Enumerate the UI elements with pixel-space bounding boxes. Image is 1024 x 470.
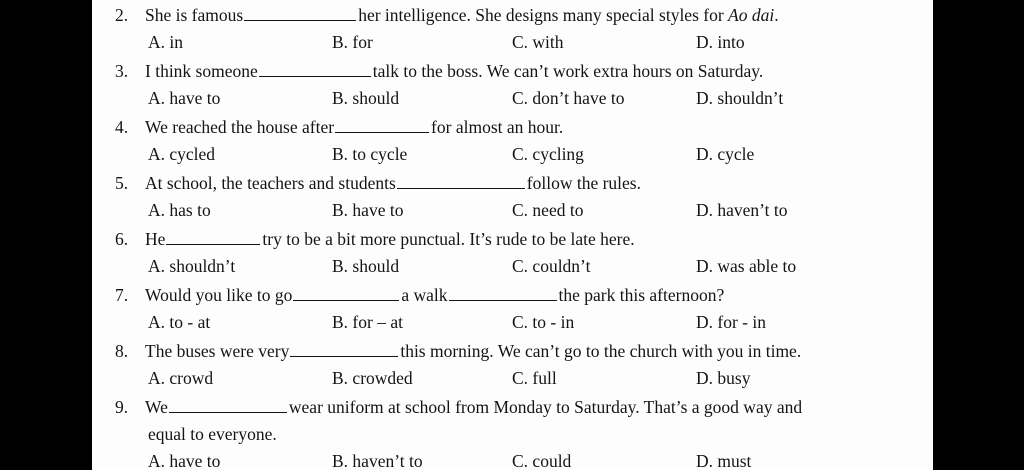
- option-b[interactable]: B. for: [332, 32, 373, 52]
- option-c[interactable]: C. couldn’t: [512, 256, 591, 276]
- question-text-after: try to be a bit more punctual. It’s rude to be late here.: [262, 229, 635, 249]
- option-c[interactable]: C. cycling: [512, 144, 584, 164]
- question-text-before: We: [145, 397, 168, 417]
- question-number: 5.: [115, 173, 129, 193]
- answer-blank[interactable]: [259, 59, 371, 77]
- option-a[interactable]: A. has to: [148, 200, 211, 220]
- option-c[interactable]: C. full: [512, 368, 557, 388]
- question-text-before: He: [145, 229, 166, 249]
- question-text-after: talk to the boss. We can’t work extra hours on Saturday.: [372, 61, 764, 81]
- option-d[interactable]: D. into: [696, 32, 745, 52]
- option-c[interactable]: C. to - in: [512, 312, 575, 332]
- italic-term: Ao dai: [728, 5, 775, 25]
- option-a[interactable]: A. to - at: [148, 312, 211, 332]
- option-d[interactable]: D. was able to: [696, 256, 797, 276]
- option-a[interactable]: A. cycled: [148, 144, 216, 164]
- question-6: [115, 226, 635, 252]
- question-text-middle: a walk: [401, 285, 448, 305]
- option-b[interactable]: B. should: [332, 256, 400, 276]
- question-number: 7.: [115, 285, 129, 305]
- option-c[interactable]: C. need to: [512, 200, 584, 220]
- option-b[interactable]: B. for – at: [332, 312, 403, 332]
- question-2: [115, 2, 779, 28]
- answer-blank[interactable]: [169, 395, 287, 413]
- question-7: [115, 282, 724, 308]
- answer-blank-1[interactable]: [293, 283, 399, 301]
- question-number: 8.: [115, 341, 129, 361]
- option-b[interactable]: B. have to: [332, 200, 404, 220]
- question-text-after: for almost an hour.: [431, 117, 564, 137]
- option-d[interactable]: D. haven’t to: [696, 200, 788, 220]
- option-d[interactable]: D. for - in: [696, 312, 766, 332]
- question-text-after: her intelligence. She designs many special styles for: [358, 5, 729, 25]
- question-text-after: follow the rules.: [526, 173, 641, 193]
- worksheet-page: [92, 0, 933, 470]
- question-9: [115, 394, 802, 420]
- option-d[interactable]: D. cycle: [696, 144, 755, 164]
- option-b[interactable]: B. haven’t to: [332, 451, 423, 470]
- option-c[interactable]: C. don’t have to: [512, 88, 625, 108]
- option-d[interactable]: D. shouldn’t: [696, 88, 784, 108]
- option-b[interactable]: B. crowded: [332, 368, 413, 388]
- option-d[interactable]: D. must: [696, 451, 752, 470]
- question-3: [115, 58, 763, 84]
- option-d[interactable]: D. busy: [696, 368, 751, 388]
- question-text-before: I think someone: [145, 61, 258, 81]
- question-text-before: The buses were very: [145, 341, 290, 361]
- question-text-before: We reached the house after: [145, 117, 335, 137]
- answer-blank[interactable]: [290, 339, 398, 357]
- option-a[interactable]: A. in: [148, 32, 183, 52]
- answer-blank[interactable]: [166, 227, 260, 245]
- question-text-end: .: [774, 5, 779, 25]
- option-a[interactable]: A. have to: [148, 88, 221, 108]
- option-a[interactable]: A. crowd: [148, 368, 214, 388]
- option-b[interactable]: B. should: [332, 88, 400, 108]
- option-c[interactable]: C. could: [512, 451, 572, 470]
- question-text-before: Would you like to go: [145, 285, 293, 305]
- question-number: 3.: [115, 61, 129, 81]
- question-number: 4.: [115, 117, 129, 137]
- question-continuation: equal to everyone.: [148, 424, 277, 444]
- answer-blank[interactable]: [244, 3, 356, 21]
- answer-blank[interactable]: [397, 171, 525, 189]
- question-text-after: wear uniform at school from Monday to Saturday. That’s a good way and: [288, 397, 803, 417]
- option-a[interactable]: A. shouldn’t: [148, 256, 236, 276]
- question-number: 9.: [115, 397, 129, 417]
- question-number: 2.: [115, 5, 129, 25]
- question-text-before: She is famous: [145, 5, 244, 25]
- question-text-after: this morning. We can’t go to the church with you in time.: [400, 341, 802, 361]
- question-number: 6.: [115, 229, 129, 249]
- option-a[interactable]: A. have to: [148, 451, 221, 470]
- question-8: [115, 338, 801, 364]
- answer-blank[interactable]: [335, 115, 429, 133]
- question-text-after: the park this afternoon?: [558, 285, 725, 305]
- question-text-before: At school, the teachers and students: [145, 173, 396, 193]
- question-5: [115, 170, 641, 196]
- question-4: [115, 114, 563, 140]
- option-b[interactable]: B. to cycle: [332, 144, 408, 164]
- option-c[interactable]: C. with: [512, 32, 564, 52]
- answer-blank-2[interactable]: [449, 283, 557, 301]
